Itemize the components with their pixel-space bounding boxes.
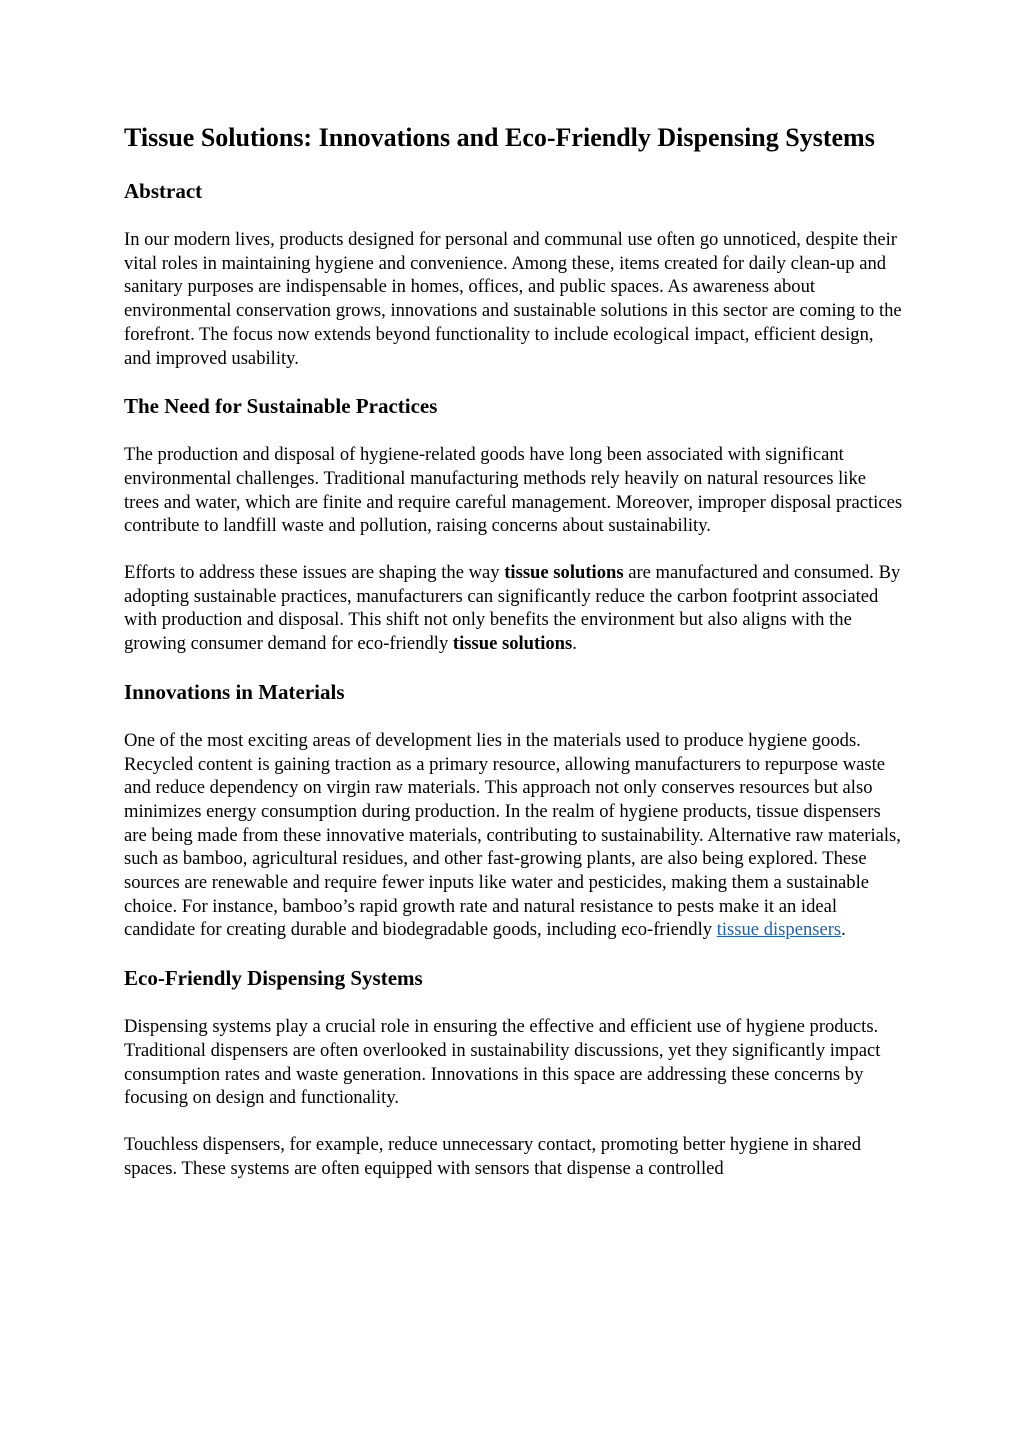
bold-keyword: tissue solutions bbox=[504, 562, 624, 584]
document-page bbox=[124, 122, 904, 1203]
text-run: One of the most exciting areas of development lies in the materials used to produce hygiene goods. Recycled content is gaining traction as a primary resource, allowing manufacturers to repurpose waste and reduce dependency on virgin raw materials. This approach not only conserves resources but also minimizes energy consumption during production. In the realm of hygiene products, tissue dispensers are being made from these innovative materials, contributing to sustainability. Alternative raw materials, such as bamboo, agricultural residues, and other fast-growing plants, are also being explored. These sources are renewable and require fewer inputs like water and pesticides, making them a sustainable choice. For instance, bamboo’s rapid growth rate and natural resistance to pests make it an ideal candidate for creating durable and biodegradable goods, including eco-friendly bbox=[124, 729, 901, 941]
text-run: are manufactured and consumed. By adopting sustainable practices, manufacturers can significantly reduce the carbon footprint associated with production and disposal. This shift not only benefits the environment but also aligns with the growing consumer demand for eco-friendly bbox=[124, 562, 901, 655]
paragraph-dispensing-1: Dispensing systems play a crucial role in ensuring the effective and efficient use of hygiene products. Traditional dispensers are often overlooked in sustainability discussions, yet they significantly impact consumption rates and waste generation. Innovations in this space are addressing these concerns by focusing on design and functionality. bbox=[124, 1016, 881, 1109]
heading-abstract: Abstract bbox=[124, 179, 203, 203]
heading-materials: Innovations in Materials bbox=[124, 679, 345, 704]
heading-dispensing: Eco-Friendly Dispensing Systems bbox=[124, 966, 423, 991]
page-title: Tissue Solutions: Innovations and Eco-Friendly Dispensing Systems bbox=[124, 123, 875, 152]
paragraph-need-1: The production and disposal of hygiene-related goods have long been associated with significant environmental challenges. Traditional manufacturing methods rely heavily on natural resources like trees and water, which are finite and require careful management. Moreover, improper disposal practices contribute to landfill waste and pollution, raising concerns about sustainability. bbox=[124, 444, 903, 537]
text-run: . bbox=[572, 633, 577, 655]
paragraph-abstract: In our modern lives, products designed for personal and communal use often go unnoticed, despite their vital roles in maintaining hygiene and convenience. Among these, items created for daily clean-up and sanitary purposes are indispensable in homes, offices, and public spaces. As awareness about environmental conservation grows, innovations and sustainable solutions in this sector are coming to the forefront. The focus now extends beyond functionality to include ecological impact, efficient design, and improved usability. bbox=[124, 229, 902, 369]
bold-keyword: tissue solutions bbox=[452, 633, 573, 655]
tissue-dispensers-link[interactable]: tissue dispensers bbox=[716, 919, 842, 941]
paragraph-materials bbox=[124, 729, 904, 942]
paragraph-need-2 bbox=[124, 561, 904, 656]
text-run: Efforts to address these issues are shaping the way bbox=[124, 562, 505, 584]
paragraph-dispensing-2: Touchless dispensers, for example, reduce unnecessary contact, promoting better hygiene in shared spaces. These systems are often equipped with sensors that dispense a controlled bbox=[124, 1133, 862, 1179]
text-run: . bbox=[841, 919, 846, 941]
heading-need: The Need for Sustainable Practices bbox=[124, 394, 438, 419]
